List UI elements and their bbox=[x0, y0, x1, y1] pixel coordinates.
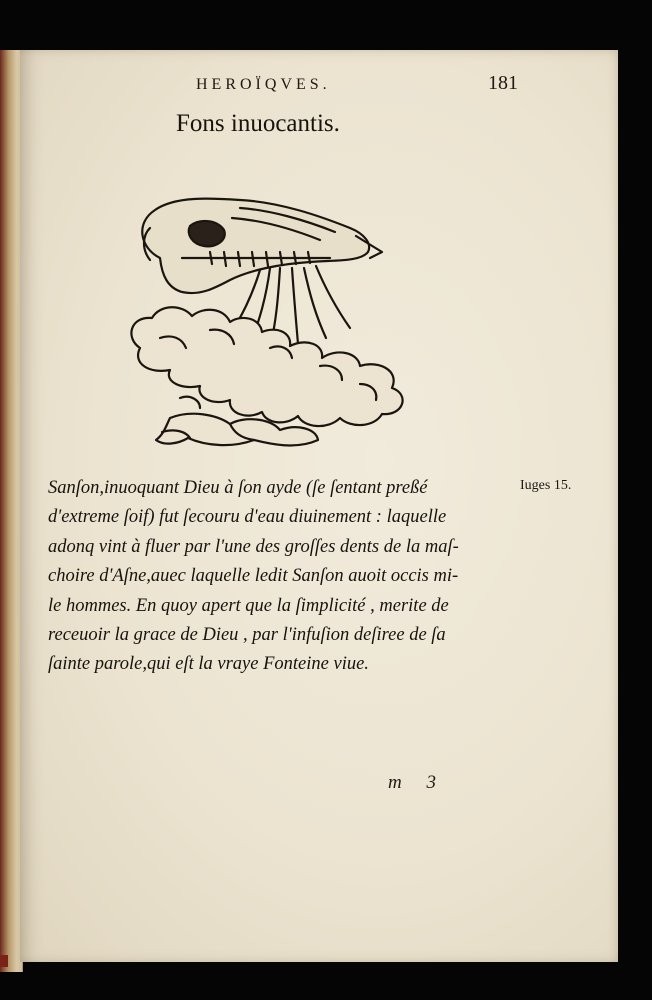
verse-line-6: receuoir la grace de Dieu , par l'infuſion deſiree de ſa bbox=[48, 625, 446, 646]
book-page bbox=[20, 50, 618, 962]
verse-line-1: Sanſon,inuoquant Dieu à ſon ayde (ſe ſentant preßé bbox=[48, 478, 428, 498]
page-number: 181 bbox=[488, 72, 518, 94]
margin-citation: Iuges 15. bbox=[520, 478, 572, 493]
verse-line-2: d'extreme ſoif) fut ſecouru d'eau diuinement : laquelle bbox=[48, 507, 447, 528]
emblem-verse bbox=[48, 474, 518, 680]
signature-mark: m 3 bbox=[388, 772, 446, 793]
woodcut-illustration-icon bbox=[120, 188, 420, 458]
verse-line-7: ſainte parole,qui eſt la vraye Fonteine viue. bbox=[48, 654, 369, 675]
emblem-title: Fons inuocantis. bbox=[176, 110, 340, 137]
binding-edge-mark bbox=[0, 955, 8, 967]
verse-line-5: le hommes. En quoy apert que la ſimplicité , merite de bbox=[48, 595, 449, 616]
running-head: HEROÏQVES. bbox=[196, 76, 331, 93]
verse-line-4: choire d'Aſne,auec laquelle ledit Sanſon auoit occis mi- bbox=[48, 566, 459, 587]
verse-line-3: adonq vint à fluer par l'une des groſſes dents de la maſ- bbox=[48, 536, 459, 557]
